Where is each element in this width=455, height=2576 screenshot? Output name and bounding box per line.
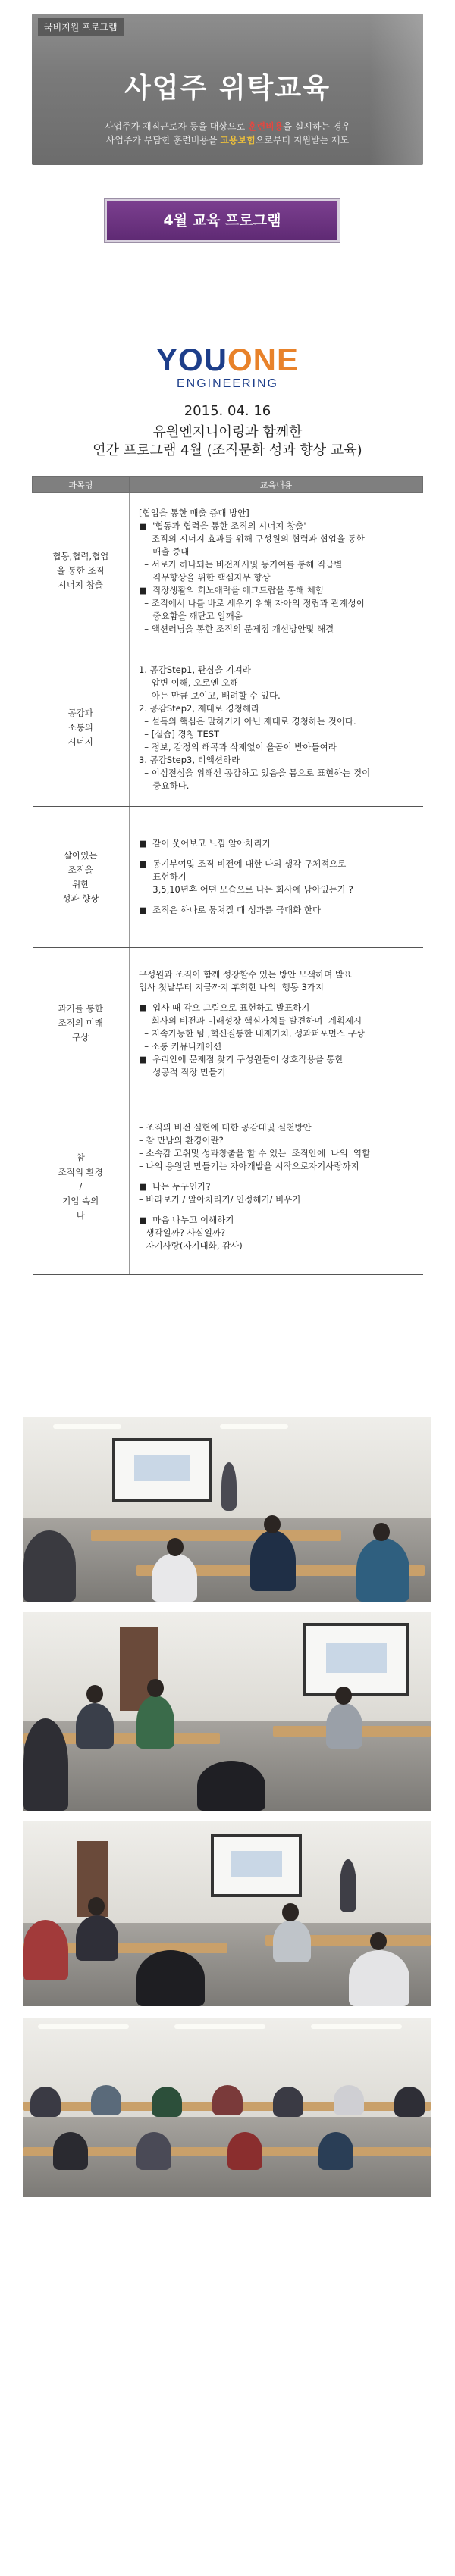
content-line: 2. 공감Step2, 제대로 경청해라 <box>139 702 260 714</box>
banner-line-1: 사업주가 재직근로자 등을 대상으로 훈련비용을 실시하는 경우 <box>104 121 351 132</box>
content-line: – 액션러닝을 통한 조직의 문제점 개선방안및 해결 <box>139 623 334 634</box>
content-line: ■ 입사 때 각오 그림으로 표현하고 발표하기 <box>139 1002 310 1013</box>
classroom-photo <box>23 1417 431 1602</box>
event-subtitle: 유원엔지니어링과 함께한 <box>152 424 303 440</box>
content-line: – 지속가능한 팀 ,혁신질통한 내재가치, 성과퍼포먼스 구상 <box>139 1027 365 1039</box>
content-line: ■ '협동과 협력을 통한 조직의 시너지 창출' <box>139 520 306 531</box>
content-line: – 자기사랑(자기대화, 감사) <box>139 1240 243 1251</box>
content-line: 중요함을 깨닫고 일깨움 <box>139 610 243 621</box>
column-header-subject: 과목명 <box>33 477 130 493</box>
subject-line: 소통의 <box>67 722 93 733</box>
banner-title: 사업주 위탁교육 <box>124 73 331 104</box>
classroom-photo <box>23 2018 431 2197</box>
subject-line: 시너지 창출 <box>58 580 103 590</box>
content-line: 구성원과 조직이 함께 성장할수 있는 방안 모색하며 발표 <box>139 968 353 980</box>
content-line: – [실습] 경청 TEST <box>139 728 220 739</box>
content-line: – 회사의 비전과 미래성장 핵심가치를 발견하며 계획제시 <box>139 1014 362 1026</box>
event-title: 연간 프로그램 4월 (조직문화 성과 향상 교육) <box>93 442 362 458</box>
content-line: – 조직에서 나를 바로 세우기 위해 자아의 정립과 관계성이 <box>139 597 365 608</box>
table-row <box>33 948 423 1099</box>
content-line: ■ 동기부여및 조직 비전에 대한 나의 생각 구체적으로 <box>139 858 347 869</box>
content-line: 성공적 직장 만들기 <box>139 1066 226 1077</box>
subject-line: 나 <box>76 1210 85 1221</box>
content-line: – 서로가 하나되는 비전제시및 동기여를 통해 직급별 <box>139 558 343 570</box>
content-line: – 바라보기 / 알아차리기/ 인정해기/ 비우기 <box>139 1194 301 1205</box>
subject-cell <box>33 493 130 649</box>
subject-line: 협동,협력,협업 <box>52 551 109 561</box>
content-line: 중요하다. <box>139 780 190 791</box>
april-program-button[interactable]: 4월 교육 프로그램 <box>105 199 340 242</box>
subject-line: 과거를 통한 <box>58 1003 103 1014</box>
table-row <box>33 493 423 649</box>
content-line: 3,5,10년후 어떤 모습으로 나는 회사에 남아있는가 ? <box>139 884 353 895</box>
content-cell <box>130 807 423 948</box>
event-date: 2015. 04. 16 <box>184 403 271 419</box>
table-row <box>33 1099 423 1275</box>
classroom-photo <box>23 1821 431 2006</box>
content-line: – 소속감 고취및 성과창출을 할 수 있는 조직안에 나의 역할 <box>139 1148 371 1158</box>
subject-line: 을 통한 조직 <box>56 565 105 576</box>
content-line: 3. 공감Step3, 리액션하라 <box>139 754 240 765</box>
content-line: – 생각일까? 사실일까? <box>139 1227 226 1238</box>
content-line: – 압변 이해, 오로엔 오해 <box>139 677 239 688</box>
content-cell <box>130 649 423 807</box>
subject-cell <box>33 1099 130 1275</box>
program-banner <box>32 14 423 165</box>
subject-line: 참 <box>76 1152 85 1163</box>
content-cell <box>130 1099 423 1275</box>
content-line: – 조직의 비전 실현에 대한 공감대및 실천방안 <box>139 1122 312 1133</box>
content-line: – 소통 커뮤니케이션 <box>139 1040 222 1052</box>
content-line: ■ 나는 누구인가? <box>139 1181 211 1192</box>
content-line: – 참 만남의 환경이란? <box>139 1135 224 1146</box>
classroom-photo <box>23 1612 431 1811</box>
content-line: – 나의 응원단 만들기는 자아개발을 시작으로자기사랑까지 <box>139 1161 359 1171</box>
banner-line-2: 사업주가 부담한 훈련비용을 고용보험으로부터 지원받는 제도 <box>105 135 350 145</box>
subject-line: 구상 <box>72 1032 89 1043</box>
content-line: 입사 첫날부터 지금까지 후회한 나의 행동 3가지 <box>139 981 324 993</box>
subject-line: 위한 <box>72 878 89 889</box>
table-row <box>33 649 423 807</box>
content-line: ■ 조직은 하나로 뭉쳐질 때 성과를 극대화 한다 <box>139 905 322 915</box>
content-cell <box>130 948 423 1099</box>
content-line: – 이심전심을 위해선 공감하고 있음을 몸으로 표현하는 것이 <box>139 767 371 778</box>
company-logo: YOUONE ENGINEERING <box>155 342 300 390</box>
content-line: ■ 같이 웃어보고 느낌 알아차리기 <box>139 838 271 849</box>
subject-cell <box>33 948 130 1099</box>
content-line: – 설득의 핵심은 말하기가 아닌 제대로 경청하는 것이다. <box>139 715 356 727</box>
content-line: 1. 공감Step1, 관심을 기져라 <box>139 664 251 675</box>
content-line: 표현하기 <box>139 871 187 882</box>
subject-line: 공감과 <box>67 708 93 718</box>
banner-tag: 국비지원 프로그램 <box>38 18 124 36</box>
subject-line: 조직의 미래 <box>58 1018 103 1028</box>
subject-line: 살아있는 <box>64 849 98 861</box>
subject-line: 기업 속의 <box>62 1196 99 1206</box>
content-line: – 정보, 감정의 해곡과 삭제없이 올곧이 받아들여라 <box>139 741 337 752</box>
subject-cell <box>33 649 130 807</box>
column-header-content: 교육내용 <box>130 477 423 493</box>
subject-line: 조직을 <box>67 864 93 875</box>
subject-line: 성과 향상 <box>62 893 99 904</box>
subject-cell <box>33 807 130 948</box>
subject-line: 시너지 <box>67 736 93 747</box>
content-line: – 아는 만큼 보이고, 배려할 수 있다. <box>139 689 281 701</box>
curriculum-table <box>32 476 423 1275</box>
subject-line: / <box>79 1181 83 1192</box>
content-line: ■ 마음 나누고 이해하기 <box>139 1215 234 1225</box>
content-line: [협업을 통한 매출 증대 방안] <box>139 507 249 518</box>
content-line: 매출 증대 <box>139 546 190 557</box>
content-line: – 조직의 시너지 효과를 위해 구성원의 협력과 협업을 통한 <box>139 533 365 544</box>
content-cell <box>130 493 423 649</box>
banner-description <box>32 120 423 147</box>
content-line: ■ 직장생활의 희노애락을 에그드랍을 통해 체험 <box>139 584 324 596</box>
content-line: ■ 우리안에 문제점 찾기 구성원들이 상호작용을 통한 <box>139 1053 344 1064</box>
subject-line: 조직의 환경 <box>58 1167 103 1177</box>
content-line: 직무향상을 위한 핵심자무 향상 <box>139 571 271 583</box>
table-row <box>33 807 423 948</box>
